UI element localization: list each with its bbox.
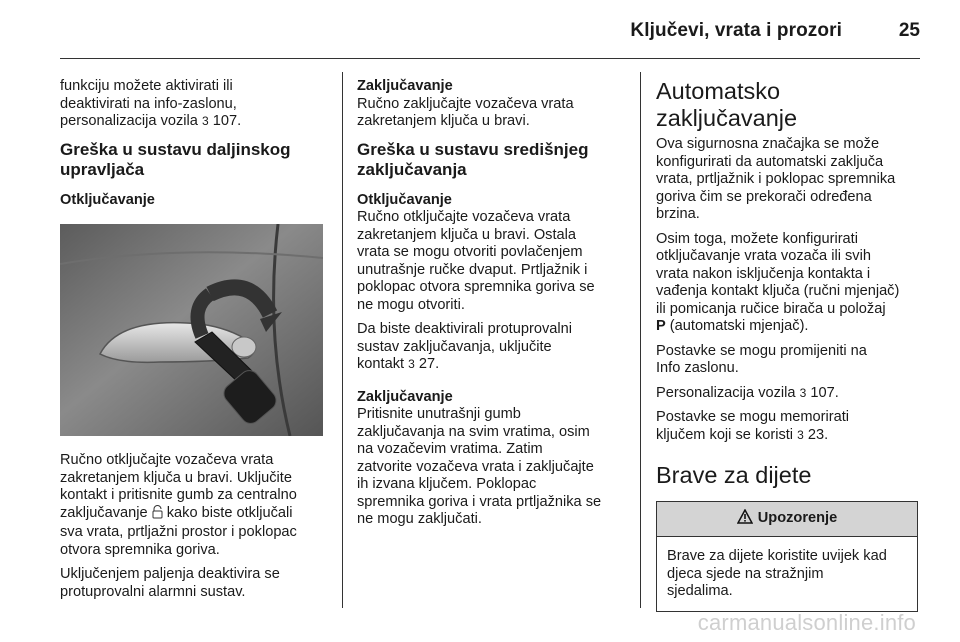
door-key-illustration bbox=[60, 224, 323, 436]
paragraph-central-unlock: Ručno otključajte vozačeva vrata zakretanjem ključa u bravi. Ostala vrata se mogu otvoriti povlačenjem unutrašnje ručke dvaput. Prtljažnik i poklopac otvora spremnika goriva se ne mogu otvoriti. bbox=[357, 209, 595, 313]
paragraph-auto-lock: Ova sigurnosna značajka se može konfigurirati da automatski zaključa vrata, prtljažnik i poklopac spremnika goriva čim se prekorači određena brzina. bbox=[656, 136, 896, 222]
intro-paragraph: funkciju možete aktivirati ili deaktivirati na info-zaslonu, personalizacija vozila 3 107. bbox=[60, 78, 242, 129]
page-ref-link[interactable]: 23. bbox=[807, 426, 829, 443]
paragraph-deactivate: Da biste deaktivirali protuprovalni sustav zaključavanja, uključite kontakt 3 27. bbox=[357, 321, 572, 372]
page-ref-icon: 3 bbox=[799, 385, 807, 400]
paragraph-settings: Postavke se mogu promijeniti na Info zaslonu. bbox=[656, 342, 867, 376]
column-1 bbox=[60, 78, 328, 608]
page-ref-link[interactable]: 107. bbox=[212, 113, 242, 129]
section-title-auto-lock: Automatsko zaključavanje bbox=[656, 78, 798, 131]
warning-text: Brave za dijete koristite uvijek kad djeca sjede na stražnjim sjedalima. bbox=[667, 548, 887, 599]
page-ref-icon: 3 bbox=[408, 357, 415, 371]
paragraph-lock-procedure: Pritisnite unutrašnji gumb zaključavanja na svim vratima, osim na vozačevim vratima. Zatim zatvorite vozačeva vrata i zaključajte ih izvana ključem. Poklopac spremnika goriva i vrata prtljažnika se ne mogu zaključati. bbox=[357, 406, 602, 527]
subheading-unlock: Otključavanje bbox=[357, 191, 452, 208]
warning-title: Upozorenje bbox=[757, 510, 838, 527]
subheading-lock: Zaključavanje bbox=[357, 78, 453, 94]
paragraph-personalization: Personalizacija vozila 3 107. bbox=[656, 384, 839, 401]
paragraph-auto-unlock: Osim toga, možete konfigurirati otključavanje vrata vozača ili svih vrata nakon isključenja kontakta i vađenja kontakt ključa (ručni mjenjač) ili pomicanja ručice birača u položaj P (automatski mjenjač). bbox=[656, 230, 900, 334]
warning-header bbox=[657, 502, 917, 537]
paragraph-memorize: Postavke se mogu memorirati ključem koji se koristi 3 23. bbox=[656, 409, 850, 443]
paragraph-unlock: Ručno otključajte vozačeva vrata zakretanjem ključa u bravi. Uključite kontakt i pritisnite gumb za centralno zaključavanje kako biste otključali sva vrata, prtljažni prostor i poklopac otvora spremnika goriva. bbox=[60, 452, 297, 558]
section-heading: Greška u sustavu središnjeg zaključavanja bbox=[357, 139, 589, 179]
subheading-unlock: Otključavanje bbox=[60, 191, 155, 208]
page-ref-icon: 3 bbox=[201, 114, 209, 128]
page-ref-link[interactable]: 27. bbox=[418, 356, 440, 372]
column-divider bbox=[640, 72, 641, 608]
warning-box bbox=[656, 501, 918, 612]
page-ref-link[interactable]: 107. bbox=[810, 384, 839, 401]
lock-icon bbox=[152, 505, 163, 525]
column-divider bbox=[342, 72, 343, 608]
column-3 bbox=[656, 78, 922, 612]
column-2 bbox=[357, 78, 629, 536]
header-title: Ključevi, vrata i prozori bbox=[630, 20, 842, 41]
section-heading: Greška u sustavu daljinskog upravljača bbox=[60, 139, 291, 179]
paragraph-alarm: Uključenjem paljenja deaktivira se protuprovalni alarmni sustav. bbox=[60, 566, 280, 600]
paragraph-lock-manual: Ručno zaključajte vozačeva vrata zakretanjem ključa u bravi. bbox=[357, 95, 574, 129]
warning-icon bbox=[737, 509, 753, 530]
page-ref-icon: 3 bbox=[797, 427, 804, 442]
watermark: carmanualsonline.info bbox=[697, 610, 916, 635]
header-divider bbox=[60, 58, 920, 59]
subheading-lock: Zaključavanje bbox=[357, 388, 453, 405]
section-title-child-locks: Brave za dijete bbox=[656, 462, 812, 488]
page-number: 25 bbox=[898, 20, 920, 41]
